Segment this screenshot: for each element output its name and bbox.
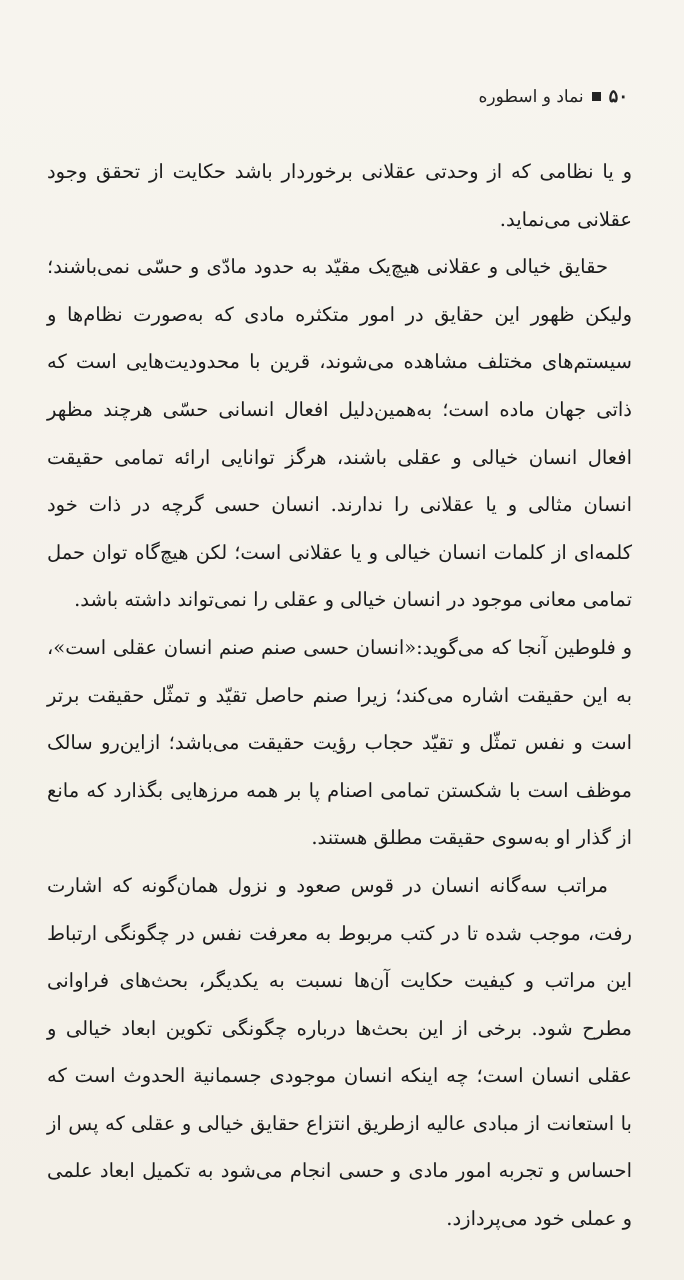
paragraph-2: حقایق خیالی و عقلانی هیچ‌یک مقیّد به حدود مادّی و حسّی نمی‌باشند؛ ولیکن ظهور این حقایق در امور متکثره مادی که به‌صورت نظام‌ها و سیستم‌های مختلف مشاهده می‌شوند، قرین با محدودیت‌هایی است که ذاتی جهان ماده است؛ به‌همین‌دلیل افعال انسانی حسّی هرچند مظهر افعال انسان خیالی و عقلی باشند، هرگز توانایی ارائه تمامی حقیقت انسان مثالی و یا عقلانی را ندارند. انسان حسی گرچه در ذات خود کلمه‌ای از کلمات انسان خیالی و یا عقلانی است؛ لکن هیچ‌گاه توان حمل تمامی معانی موجود در انسان خیالی و عقلی را نمی‌تواند داشته باشد.: [47, 255, 632, 612]
body-text: [47, 148, 632, 1243]
square-bullet-icon: [592, 92, 601, 101]
paragraph-3: و فلوطین آنجا که می‌گوید:«انسان حسی صنم صنم انسان عقلی است»، به این حقیقت اشاره می‌کند؛ زیرا صنم حاصل تقیّد و تمثّل حقیقت برتر است و نفس تمثّل و تقیّد حجاب رؤیت حقیقت می‌باشد؛ ازاین‌رو سالک موظف است با شکستن تمامی اصنام پا بر همه مرزهایی بگذارد که مانع از گذار او به‌سوی حقیقت مطلق هستند.: [47, 635, 632, 850]
running-head: [479, 86, 628, 107]
page-number: ۵۰: [608, 86, 628, 107]
paragraph-1: و یا نظامی که از وحدتی عقلانی برخوردار باشد حکایت از تحقق وجود عقلانی می‌نماید.: [47, 160, 632, 231]
book-title: نماد و اسطوره: [478, 86, 584, 107]
paragraph-4: مراتب سه‌گانه انسان در قوس صعود و نزول همان‌گونه که اشارت رفت، موجب شده تا در کتب مربوط به معرفت نفس در چگونگی ارتباط این مراتب و کیفیت حکایت آن‌ها نسبت به یکدیگر، بحث‌های فراوانی مطرح شود. برخی از این بحث‌ها درباره چگونگی تکوین ابعاد خیالی و عقلی انسان است؛ چه اینکه انسان موجودی جسمانیة الحدوث است که با استعانت از مبادی عالیه ازطریق انتزاع حقایق خیالی و عقلی که پس از احساس و تجربه امور مادی و حسی انجام می‌شود به تکمیل ابعاد علمی و عملی خود می‌پردازد.: [47, 873, 632, 1231]
